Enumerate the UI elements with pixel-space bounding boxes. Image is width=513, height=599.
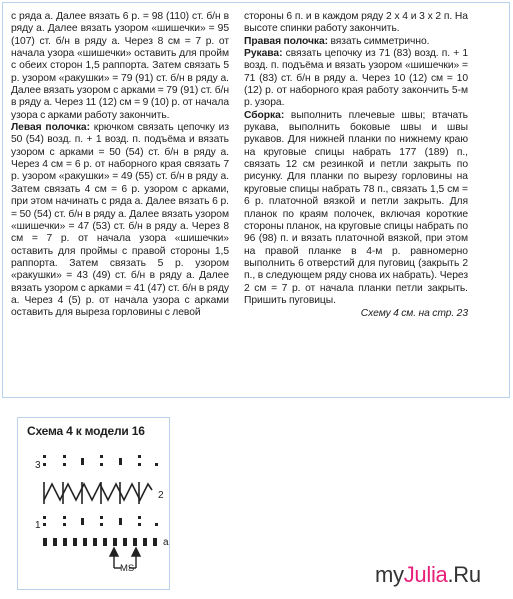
row-label-3: 3	[35, 460, 41, 471]
instructions-frame	[2, 2, 510, 398]
row-label-2: 2	[158, 490, 164, 501]
row-label-a: a	[163, 537, 169, 548]
continued-paragraph: стороны 6 п. и в каждом ряду 2 х 4 и 3 х 2 п. На высоте спинки работу закончить.	[244, 11, 468, 35]
crochet-diagram	[17, 417, 170, 590]
assembly-paragraph	[244, 110, 468, 308]
diagram-graphic	[18, 418, 171, 591]
back-paragraph: с ряда а. Далее вязать 6 р. = 98 (110) ст. б/н в ряду а. Далее вязать узором «шишечки» = 95 (107) ст. б/н в ряду а. Через 8 см = 7 р. от начала узора «шишечки» оставить для пройм с обеих сторон 1,5 раппорта. Затем связать 5 р. узором «ракушки» = 79 (91) ст. б/н в ряду а. Далее вязать узором с арками = 79 (91) ст. б/н в ряду а. Через 11 (12) см = 9 (10) р. от начала узора с арками работу закончить.	[11, 11, 229, 121]
assembly-heading: Сборка:	[244, 109, 285, 121]
row-1-stitches	[43, 516, 158, 526]
diagram-title: Схема 4 к модели 16	[27, 424, 145, 438]
watermark-suffix: .Ru	[447, 562, 481, 587]
scheme-reference: Схему 4 см. на стр. 23	[360, 308, 468, 320]
row-2-arches	[44, 482, 152, 504]
site-watermark	[375, 562, 481, 588]
row-3-stitches	[43, 455, 158, 466]
left-front-paragraph	[11, 122, 229, 320]
right-front-heading: Правая полочка:	[244, 35, 329, 47]
right-text-column	[244, 11, 468, 321]
watermark-brand: Julia	[403, 562, 448, 587]
left-front-text: крючком связать цепочку из 50 (54) возд. п. + 1 возд. п. подъёма и вязать узором с арками = 50 (54) ст. б/н в ряду а. Через 4 см = 6 р. от наборного края связать 7 р. узором «ракушки» = 49 (55) ст. б/н в ряду а. Затем связать 4 см = 6 р. узором с арками, при этом начинать с ряда а. Далее вязать 6 р. = 50 (54) ст. б/н в ряду а. Далее вязать узором «шишечки» = 47 (53) ст. б/н в ряду а. Через 8 см = 7 р. от начала узора «шишечки» оставить для проймы с правой стороны 1,5 раппорта. Затем связать 5 р. узором «ракушки» = 43 (49) ст. б/н в ряду а. Далее вязать узором с арками = 41 (47) ст. б/н в ряду а. Через 4 (5) р. от начала узора с арками оставить для выреза горловины с левой	[11, 122, 229, 319]
row-label-1: 1	[35, 520, 41, 531]
left-front-heading: Левая полочка:	[11, 122, 90, 134]
assembly-text: выполнить плечевые швы; втачать рукава, выполнить боковые швы и швы рукавов. Для нижней планки по нижнему краю на круговые спицы набрать 177 (189) п., связать 12 см резинкой и петли закрыть по рисунку. Для планки по вырезу горловины на круговые спицы набрать 78 п., связать 1,5 см = 6 р. платочной вязкой и петли закрыть. Для планок по краям полочек, включая короткие стороны планок, на круговые спицы набрать по 96 (98) п. и вязать платочной вязкой, при этом на правой планке в 4-м р. равномерно выполнить 6 отверстий для пуговиц (закрыть 2 п., в следующем ряду снова их набрать). Через 2 см = 7 р. от начала планки петли закрыть. Пришить пуговицы.	[244, 109, 468, 306]
watermark-prefix: my	[375, 562, 404, 587]
left-text-column	[11, 11, 229, 320]
sleeves-paragraph	[244, 48, 468, 110]
sleeves-text: связать цепочку из 71 (83) возд. п. + 1 возд. п. подъёма и вязать узором «шишечки» = 71 (83) ст. б/н в ряду а. Через 10 (12) см = 10 (12) р. от наборного края работу закончить 5-м р. узора.	[244, 48, 468, 109]
right-front-paragraph	[244, 36, 468, 48]
right-front-text: вязать симметрично.	[328, 35, 430, 47]
repeat-label: MS	[120, 563, 135, 574]
sleeves-heading: Рукава:	[244, 48, 283, 60]
row-a-stitches	[43, 538, 157, 546]
